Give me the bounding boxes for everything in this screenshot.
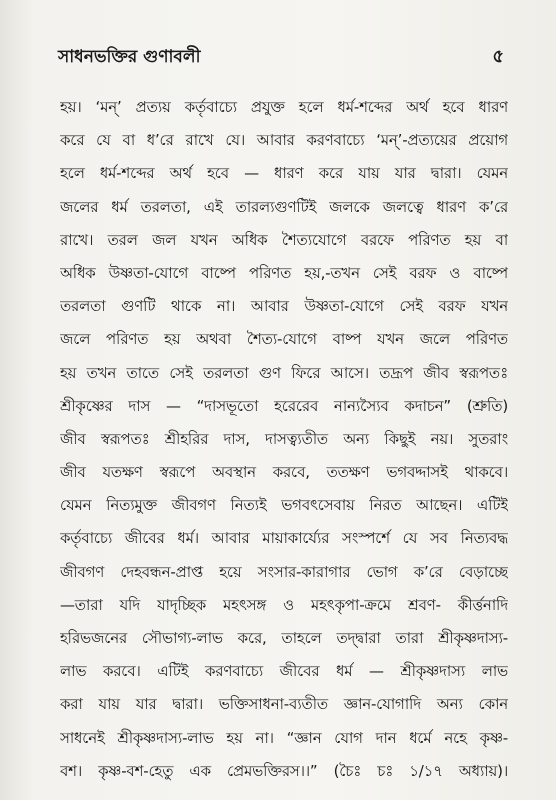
text-line: কর্তৃবাচ্যে জীবের ধর্ম। আবার মায়াকার্য্যের সংস্পর্শে যে সব নিত্যবদ্ধ [60,529,508,548]
text-line: যেমন নিত্যমুক্ত জীবগণ নিত্যই ভগবৎসেবায় নিরত আছেন। এটিই [60,496,508,515]
text-line: শ্রীকৃষ্ণের দাস — “দাসভূতো হরেরেব নান্যস্যৈব কদাচন” (শ্রুতি) [60,396,508,415]
text-line: হয় তখন তাতে সেই তরলতা গুণ ফিরে আসে। তদ্রূপ জীব স্বরূপতঃ [60,363,508,382]
text-line: জীব স্বরূপতঃ শ্রীহরির দাস, দাসত্ব্যতীত অন্য কিছুই নয়। সুতরাং [60,429,508,448]
body-text [60,91,508,788]
text-line: —তারা যদি যাদৃচ্ছিক মহৎসঙ্গ ও মহৎকৃপা-ক্রমে শ্রবণ- কীর্ত্তনাদি [60,595,508,614]
text-line: হলে ধর্ম-শব্দের অর্থ হবে — ধারণ করে যায় যার দ্বারা। যেমন [60,164,508,183]
text-line: হরিভজনের সৌভাগ্য-লাভ করে, তাহলে তদ্দ্বারা তারা শ্রীকৃষ্ণদাস্য- [60,629,508,647]
text-line: করে যে বা ধ’রে রাখে যে। আবার করণবাচ্যে ‘মন্’-প্রত্যয়ের প্রয়োগ [60,131,508,150]
text-line: জীব যতক্ষণ স্বরূপে অবস্থান করবে, ততক্ষণ ভগবদ্দাসই থাকবে। [60,463,508,482]
running-header [58,40,504,70]
running-title: সাধনভক্তির গুণাবলী [58,47,201,67]
text-line: অধিক উষ্ণতা-যোগে বাষ্পে পরিণত হয়,-তখন সেই বরফ ও বাষ্পে [60,263,508,282]
text-line: বশ। কৃষ্ণ-বশ-হেতু এক প্রেমভক্তিরস।।” (চৈঃ চঃ ১/১৭ অধ্যায়)। [60,761,508,780]
text-line: করা যায় যার দ্বারা। ভক্তিসাধনা-ব্যতীত জ্ঞান-যোগাদি অন্য কোন [60,695,508,714]
text-line: জলে পরিণত হয় অথবা শৈত্য-যোগে বাষ্প যখন জলে পরিণত [60,330,508,349]
text-line: সাধনেই শ্রীকৃষ্ণদাস্য-লাভ হয় না। “জ্ঞান যোগ দান ধর্মে নহে কৃষ্ণ- [60,728,508,747]
text-line: জীবগণ দেহবন্ধন-প্রাপ্ত হয়ে সংসার-কারাগার ভোগ ক’রে বেড়াচ্ছে [60,562,508,581]
text-line: হয়। ‘মন্’ প্রত্যয় কর্তৃবাচ্যে প্রযুক্ত হলে ধর্ম-শব্দের অর্থ হবে ধারণ [60,98,508,116]
page-number: ৫ [492,46,504,67]
text-line: জলের ধর্ম তরলতা, এই তারল্যগুণটিই জলকে জলত্বে ধারণ ক’রে [60,197,508,216]
text-line: তরলতা গুণটি থাকে না। আবার উষ্ণতা-যোগে সেই বরফ যখন [60,297,508,316]
text-line: রাখে। তরল জল যখন অধিক শৈত্যযোগে বরফে পরিণত হয় বা [60,230,508,249]
text-line: লাভ করবে। এটিই করণবাচ্যে জীবের ধর্ম — শ্রীকৃষ্ণদাস্য লাভ [60,662,508,681]
